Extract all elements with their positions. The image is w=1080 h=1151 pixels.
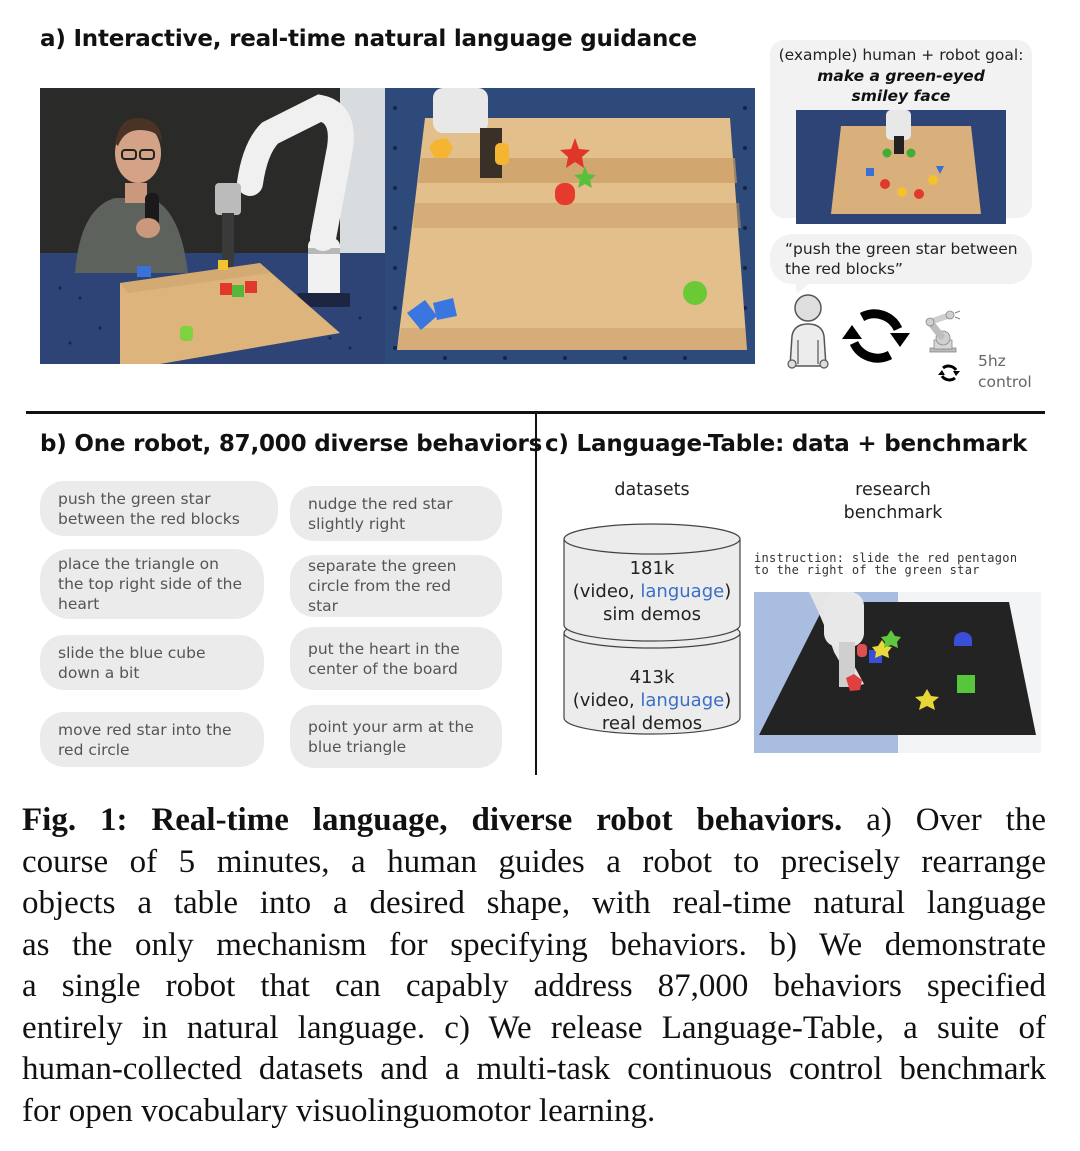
- instruction-text: slightly right: [308, 514, 406, 533]
- instruction-bubble: [40, 549, 264, 619]
- example-goal-prefix: (example) human + robot goal:: [778, 46, 1024, 64]
- caption-title: Fig. 1: Real-time language, diverse robot behaviors.: [22, 802, 843, 838]
- sim-instruction-line2: to the right of the green star: [754, 563, 980, 577]
- instruction-text: point your arm at the: [308, 717, 474, 736]
- dataset-kind: real demos: [601, 713, 703, 734]
- panel-c-title: c) Language-Table: data + benchmark: [545, 431, 1028, 457]
- dataset-real: [564, 666, 740, 735]
- example-goal-line2: smiley face: [851, 87, 951, 105]
- datasets-label: datasets: [614, 480, 690, 500]
- instruction-text: push the green star: [58, 489, 211, 508]
- instruction-bubble: [290, 627, 502, 690]
- caption-line: objects a table into a desired shape, with real-time natural language: [22, 885, 1046, 921]
- photo-board-topdown: [385, 88, 755, 364]
- instruction-text: red circle: [58, 740, 130, 759]
- instruction-bubble: [40, 712, 264, 767]
- example-goal-line1: make a green-eyed: [817, 67, 985, 85]
- instruction-text: separate the green: [308, 557, 457, 575]
- human-icon: [784, 294, 832, 370]
- instruction-text: nudge the red star: [308, 494, 453, 513]
- small-loop-icon: [937, 362, 961, 384]
- speech-bubble-line2: the red blocks”: [785, 260, 903, 278]
- sim-instruction-line1: instruction: slide the red pentagon: [754, 551, 1018, 565]
- instruction-bubble: [290, 486, 502, 541]
- panel-b-title: b) One robot, 87,000 diverse behaviors: [40, 431, 543, 457]
- instruction-text: heart: [58, 595, 100, 613]
- simulation-render: [754, 592, 1041, 753]
- instruction-text: put the heart in the: [308, 639, 460, 658]
- benchmark-label-line2: benchmark: [843, 503, 943, 523]
- control-rate-value: 5hz: [978, 352, 1006, 370]
- caption-line: for open vocabulary visuolinguomotor learning.: [22, 1092, 656, 1129]
- photo-human-with-robot: [40, 88, 385, 364]
- speech-bubble-line1: “push the green star between: [785, 240, 1018, 258]
- instruction-bubble: [40, 481, 278, 536]
- dataset-sim: [564, 557, 740, 626]
- caption-line: human-collected datasets and a multi-task continuous control benchmark: [22, 1051, 1046, 1087]
- caption-line: course of 5 minutes, a human guides a robot to precisely rearrange: [22, 843, 1046, 880]
- instruction-text: blue triangle: [308, 737, 407, 756]
- control-rate-label: control: [978, 373, 1032, 391]
- vertical-divider: [535, 413, 537, 775]
- instruction-text: move red star into the: [58, 720, 232, 739]
- language-word: language: [640, 581, 725, 602]
- instruction-text: circle from the red star: [308, 577, 451, 615]
- benchmark-label-line1: research: [855, 480, 931, 500]
- dataset-kind: sim demos: [602, 604, 702, 625]
- instruction-text: the top right side of the: [58, 575, 243, 593]
- instruction-text: slide the blue cube: [58, 643, 206, 662]
- panel-a-title: a) Interactive, real-time natural language guidance: [40, 26, 697, 52]
- dataset-count: 181k: [629, 558, 675, 579]
- instruction-text: center of the board: [308, 659, 458, 678]
- instruction-bubble: [290, 705, 502, 768]
- caption-line: Fig. 1: Real-time language, diverse robot behaviors. a) Over the: [22, 802, 1046, 838]
- caption-line: as the only mechanism for specifying behaviors. b) We demonstrate: [22, 926, 1046, 963]
- instruction-text: place the triangle on: [58, 555, 219, 573]
- feedback-loop-icon: [840, 305, 912, 367]
- photo-smiley-face-goal: [796, 110, 1006, 224]
- instruction-text: down a bit: [58, 663, 140, 682]
- robot-arm-icon: [920, 310, 968, 354]
- instruction-text: between the red blocks: [58, 509, 240, 528]
- instruction-bubble: [40, 635, 264, 690]
- caption-line: entirely in natural language. c) We release Language-Table, a suite of: [22, 1009, 1046, 1046]
- dataset-modalities: (video, language): [572, 581, 732, 602]
- language-word: language: [640, 690, 725, 711]
- caption-line: a single robot that can capably address 87,000 behaviors specified: [22, 968, 1046, 1004]
- dataset-count: 413k: [629, 667, 675, 688]
- instruction-bubble: [290, 555, 502, 617]
- dataset-modalities: (video, language): [572, 690, 732, 711]
- figure-caption: [22, 800, 1046, 1132]
